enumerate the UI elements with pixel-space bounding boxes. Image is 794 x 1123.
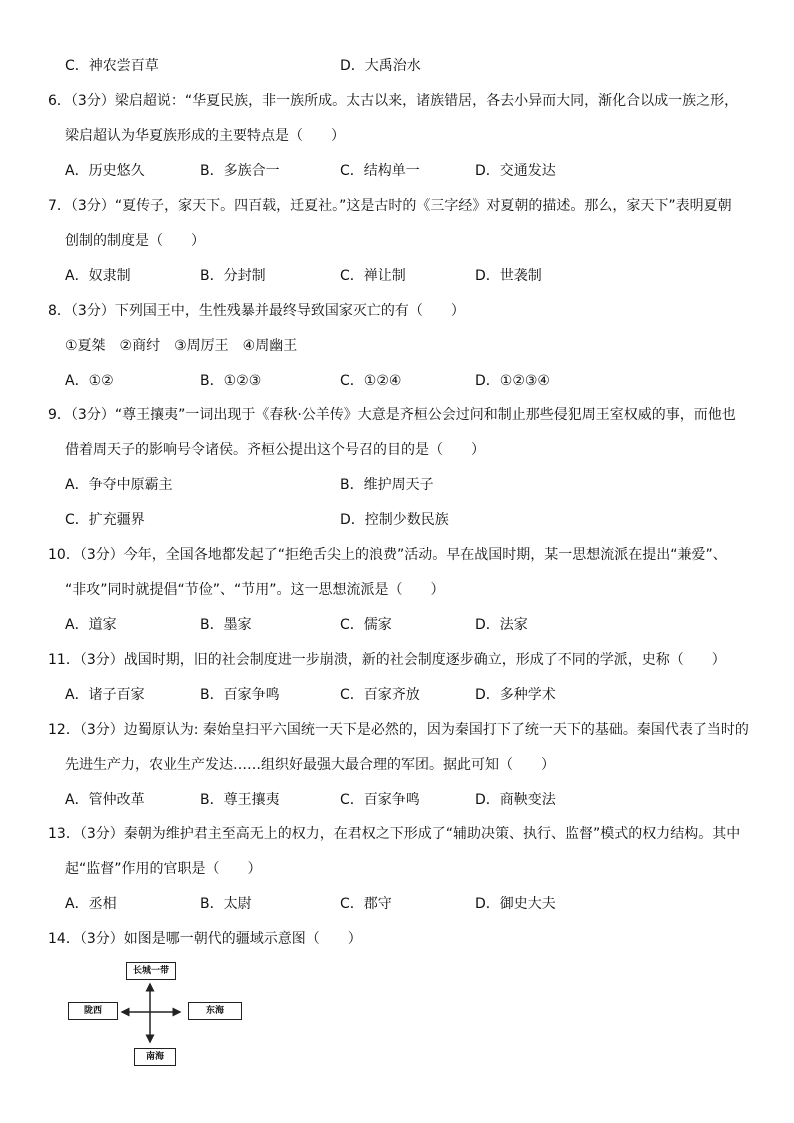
q9-option-d: D．控制少数民族 xyxy=(340,512,449,528)
q9-stem-line2: 借着周天子的影响号令诸侯。齐桓公提出这个号召的目的是（ ） xyxy=(65,442,485,458)
q9-option-b: B．维护周天子 xyxy=(340,477,434,493)
q13-stem-line1: 13．（3分）秦朝为维护君主至高无上的权力，在君权之下形成了“辅助决策、执行、监督”模式的权力结构。其中 xyxy=(48,826,741,842)
q8-items: ①夏桀 ②商纣 ③周厉王 ④周幽王 xyxy=(65,338,298,354)
q13-option-a: A．丞相 xyxy=(65,896,117,912)
q11-option-d: D．多种学术 xyxy=(475,687,556,703)
q5-option-c: C．神农尝百草 xyxy=(65,58,159,74)
q8-option-d: D．①②③④ xyxy=(475,373,550,389)
q10-option-a: A．道家 xyxy=(65,617,117,633)
q12-option-b: B．尊王攘夷 xyxy=(200,792,280,808)
q12-stem-line1: 12．（3分）边蜀原认为: 秦始皇扫平六国统一天下是必然的，因为秦国打下了统一天下的基础。秦国代表了当时的 xyxy=(48,722,749,738)
q12-stem-line2: 先进生产力，农业生产发达……组织好最强大最合理的军团。据此可知（ ） xyxy=(65,757,555,773)
q10-option-d: D．法家 xyxy=(475,617,528,633)
q10-option-b: B．墨家 xyxy=(200,617,252,633)
q7-option-c: C．禅让制 xyxy=(340,268,406,284)
q10-stem-line1: 10．（3分）今年，全国各地都发起了“拒绝舌尖上的浪费”活动。早在战国时期，某一思想流派在提出“兼爱”、 xyxy=(48,547,727,563)
q12-option-d: D．商鞅变法 xyxy=(475,792,556,808)
q13-stem-line2: 起“监督”作用的官职是（ ） xyxy=(65,861,262,877)
q7-option-b: B．分封制 xyxy=(200,268,266,284)
q8-option-a: A．①② xyxy=(65,373,114,389)
q6-option-b: B．多族合一 xyxy=(200,163,280,179)
q13-option-c: C．郡守 xyxy=(340,896,392,912)
q6-option-a: A．历史悠久 xyxy=(65,163,145,179)
diagram-east-label: 东海 xyxy=(188,1002,242,1020)
q5-option-d: D．大禹治水 xyxy=(340,58,421,74)
q11-option-c: C．百家齐放 xyxy=(340,687,420,703)
q7-option-d: D．世袭制 xyxy=(475,268,542,284)
diagram-south-label: 南海 xyxy=(134,1048,176,1066)
q7-stem-line2: 创制的制度是（ ） xyxy=(65,233,205,249)
q8-stem: 8．（3分）下列国王中，生性残暴并最终导致国家灭亡的有（ ） xyxy=(48,303,465,319)
q8-option-c: C．①②④ xyxy=(340,373,402,389)
q12-option-a: A．管仲改革 xyxy=(65,792,145,808)
q6-option-d: D．交通发达 xyxy=(475,163,556,179)
q11-option-a: A．诸子百家 xyxy=(65,687,145,703)
q10-stem-line2: “非攻”同时就提倡“节俭”、“节用”。这一思想流派是（ ） xyxy=(65,582,445,598)
q12-option-c: C．百家争鸣 xyxy=(340,792,420,808)
q8-option-b: B．①②③ xyxy=(200,373,262,389)
q9-option-a: A．争夺中原霸主 xyxy=(65,477,173,493)
q11-option-b: B．百家争鸣 xyxy=(200,687,280,703)
q6-option-c: C．结构单一 xyxy=(340,163,420,179)
q10-option-c: C．儒家 xyxy=(340,617,392,633)
q9-option-c: C．扩充疆界 xyxy=(65,512,145,528)
q11-stem: 11．（3分）战国时期，旧的社会制度进一步崩溃，新的社会制度逐步确立，形成了不同的学派，史称（ ） xyxy=(48,652,726,668)
q7-stem-line1: 7．（3分）“夏传子，家天下。四百载，迁夏社。”这是古时的《三字经》对夏朝的描述。那么，家天下”表明夏朝 xyxy=(48,198,732,214)
q13-option-d: D．御史大夫 xyxy=(475,896,556,912)
q14-stem: 14．（3分）如图是哪一朝代的疆域示意图（ ） xyxy=(48,931,362,947)
diagram-north-label: 长城一带 xyxy=(126,962,176,980)
q9-stem-line1: 9．（3分）“尊王攘夷”一词出现于《春秋·公羊传》大意是齐桓公会过问和制止那些侵犯周王室权威的事，而他也 xyxy=(48,407,736,423)
territory-diagram xyxy=(68,960,248,1070)
diagram-west-label: 陇西 xyxy=(68,1002,118,1020)
q7-option-a: A．奴隶制 xyxy=(65,268,131,284)
q6-stem-line2: 梁启超认为华夏族形成的主要特点是（ ） xyxy=(65,128,345,144)
q13-option-b: B．太尉 xyxy=(200,896,252,912)
q6-stem-line1: 6．（3分）梁启超说：“华夏民族，非一族所成。太古以来，诸族错居，各去小异而大同，渐化合以成一族之形， xyxy=(48,93,739,109)
